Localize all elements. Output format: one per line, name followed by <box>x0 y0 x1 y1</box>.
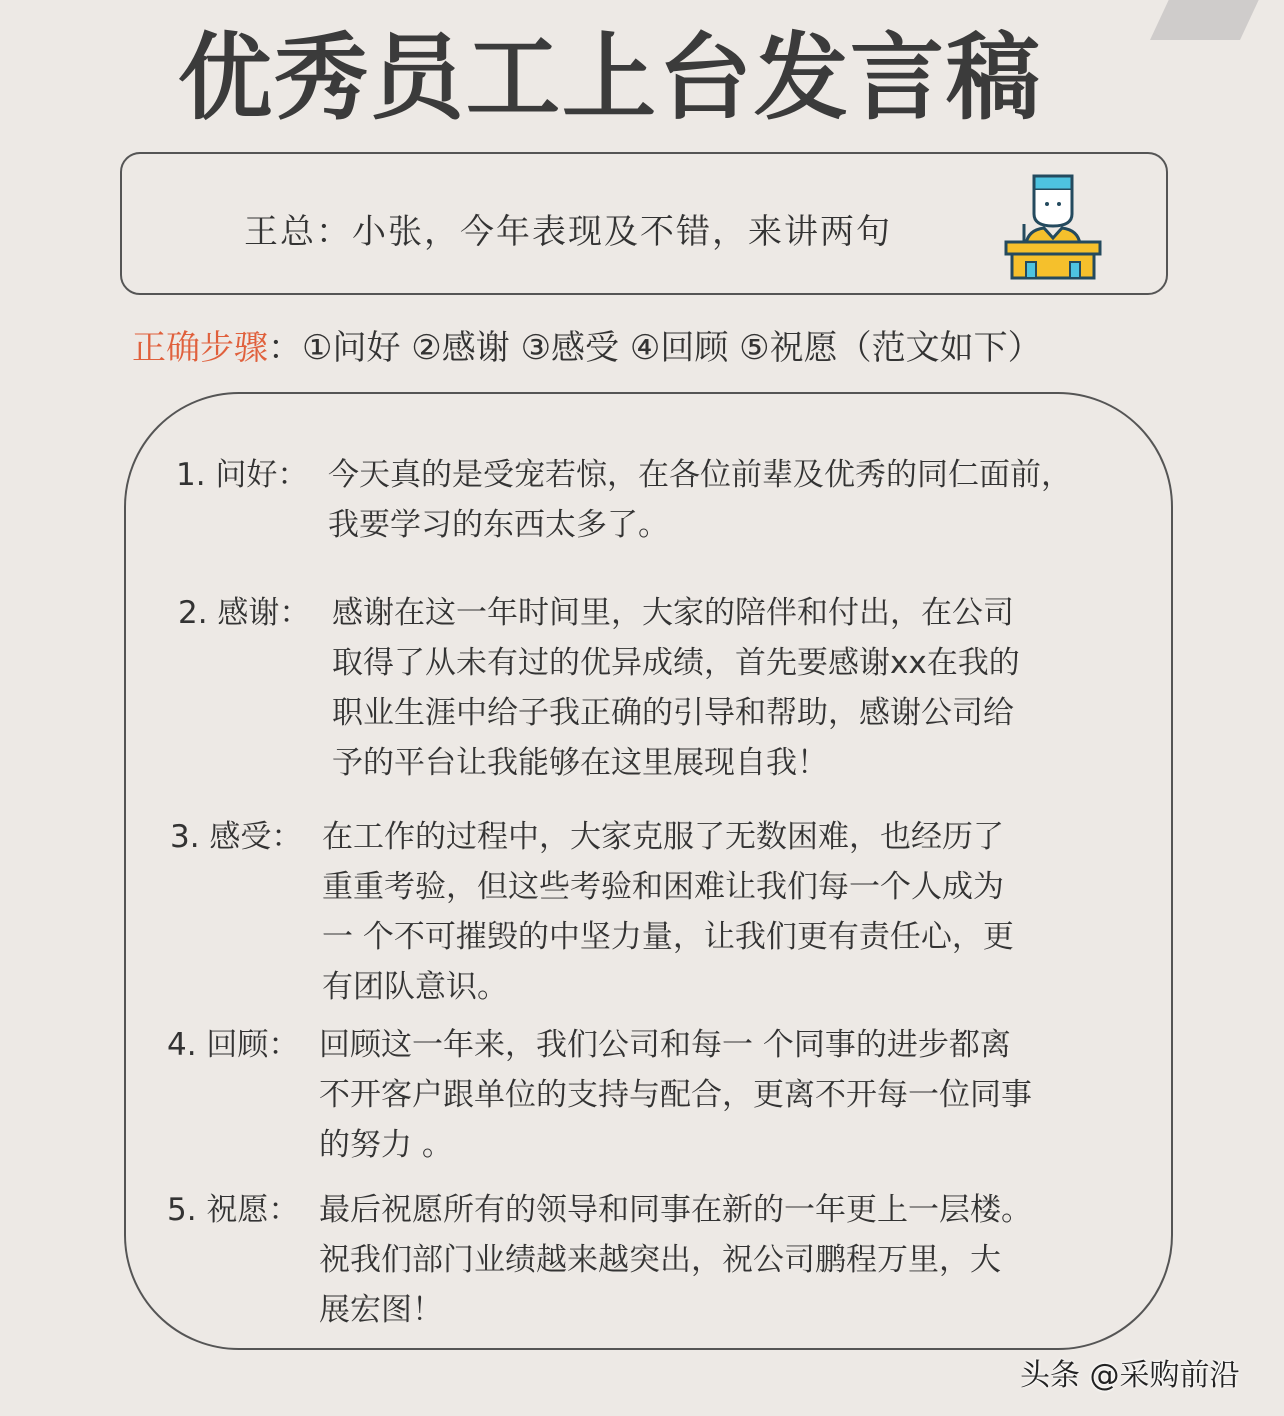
item-line: 回顾这一年来，我们公司和每一 个同事的进步都离 <box>319 1027 1011 1063</box>
item-label: 1. 问好： <box>176 457 309 493</box>
page-title: 优秀员工上台发言稿 <box>177 24 1042 133</box>
item-line: 有团队意识。 <box>322 969 508 1005</box>
item-line: 我要学习的东西太多了。 <box>328 507 669 543</box>
quote-text: 王总：小张，今年表现及不错，来讲两句 <box>244 212 892 252</box>
item-line: 今天真的是受宠若惊，在各位前辈及优秀的同仁面前， <box>328 457 1072 493</box>
item-line: 展宏图！ <box>319 1292 443 1328</box>
quote-box <box>120 152 1168 295</box>
speaker-at-podium-icon <box>1004 174 1104 280</box>
item-line: 一 个不可摧毁的中坚力量，让我们更有责任心，更 <box>322 919 1014 955</box>
watermark: 头条 @采购前沿 <box>1020 1358 1240 1393</box>
item-label: 4. 回顾： <box>167 1027 300 1063</box>
item-line: 职业生涯中给子我正确的引导和帮助，感谢公司给 <box>332 695 1014 731</box>
item-line: 在工作的过程中，大家克服了无数困难，也经历了 <box>322 819 1004 855</box>
steps-list: ：①问好 ②感谢 ③感受 ④回顾 ⑤祝愿（范文如下） <box>268 328 1042 368</box>
steps-line <box>132 320 1042 369</box>
item-line: 重重考验，但这些考验和困难让我们每一个人成为 <box>322 869 1004 905</box>
item-line: 予的平台让我能够在这里展现自我！ <box>332 745 828 781</box>
item-line: 取得了从未有过的优异成绩，首先要感谢xx在我的 <box>332 645 1020 681</box>
item-label: 2. 感谢： <box>178 595 311 631</box>
item-label: 3. 感受： <box>170 819 303 855</box>
item-label: 5. 祝愿： <box>167 1192 300 1228</box>
item-line: 的努力 。 <box>319 1127 453 1163</box>
item-line: 不开客户跟单位的支持与配合，更离不开每一位同事 <box>319 1077 1032 1113</box>
item-line: 感谢在这一年时间里，大家的陪伴和付出，在公司 <box>332 595 1014 631</box>
item-line: 祝我们部门业绩越来越突出，祝公司鹏程万里，大 <box>319 1242 1001 1278</box>
steps-heading: 正确步骤 <box>132 328 268 368</box>
item-line: 最后祝愿所有的领导和同事在新的一年更上一层楼。 <box>319 1192 1032 1228</box>
